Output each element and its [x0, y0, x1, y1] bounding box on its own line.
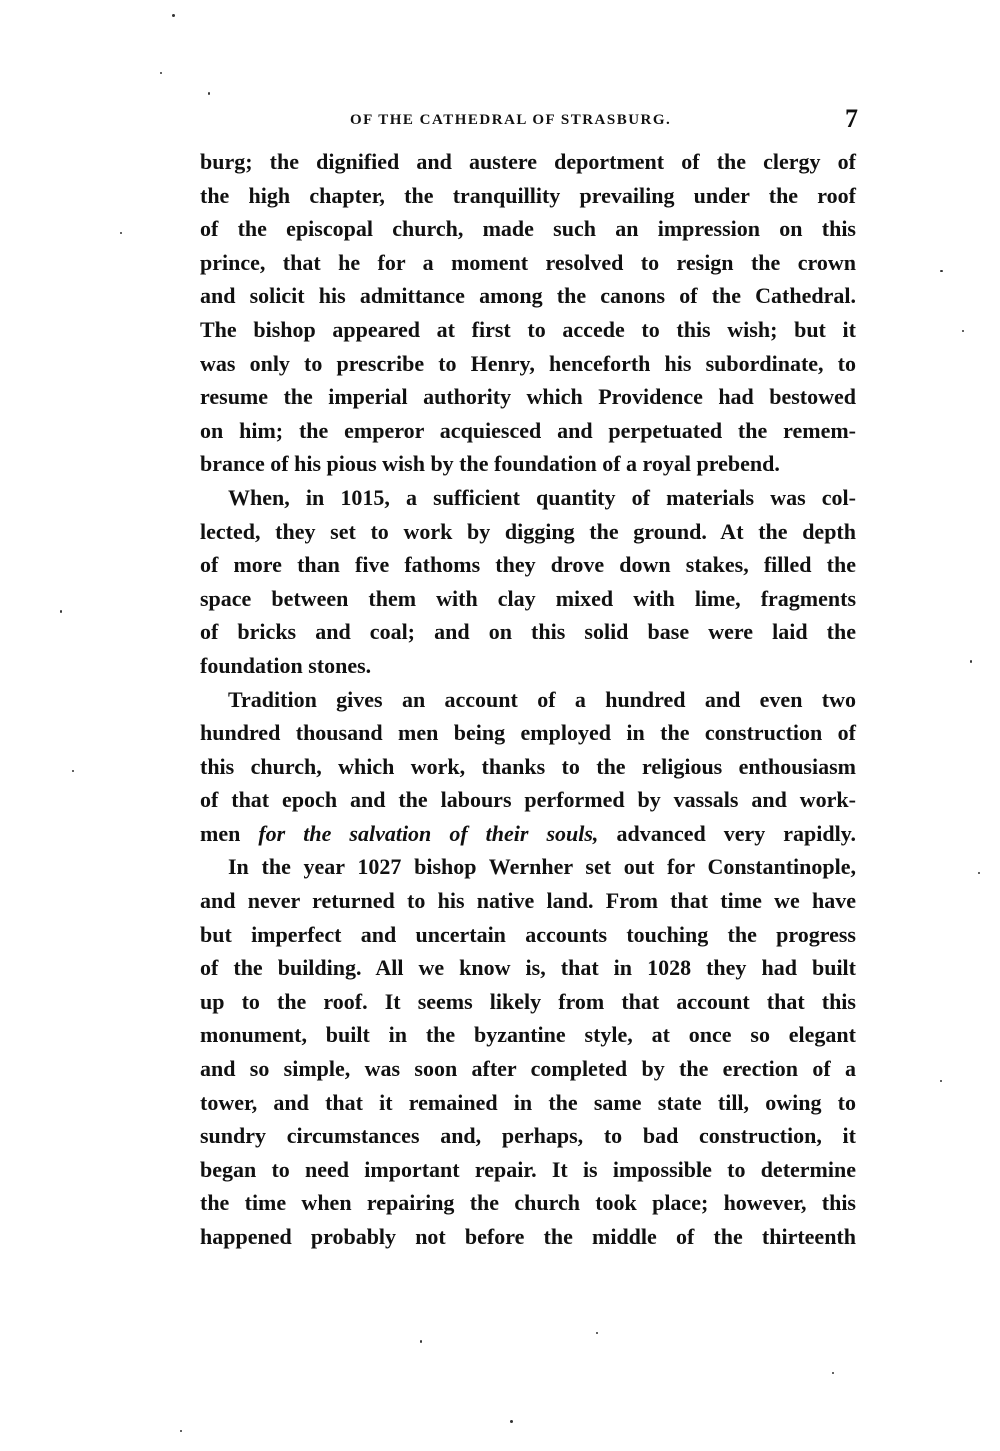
scan-speck — [180, 1430, 182, 1432]
scan-speck — [962, 330, 964, 332]
scan-speck — [940, 1080, 942, 1082]
text-fragment: advanced very rapidly. — [616, 820, 857, 846]
running-title: OF THE CATHEDRAL OF STRASBURG. — [350, 112, 672, 128]
text-line: tower, and that it remained in the same state till, owing to — [200, 1089, 856, 1115]
text-line: and never returned to his native land. From that time we have — [200, 888, 856, 914]
scan-speck — [60, 610, 62, 613]
text-line: monument, built in the byzantine style, at once so elegant — [200, 1022, 856, 1048]
text-line: The bishop appeared at first to accede to this wish; but it — [200, 316, 856, 342]
text-line: Tradition gives an account of a hundred and even two — [228, 686, 856, 712]
scan-speck — [596, 1332, 598, 1334]
scan-speck — [510, 1420, 513, 1423]
text-line: and solicit his admittance among the canons of the Cathedral. — [200, 283, 856, 309]
text-line: brance of his pious wish by the foundation of a royal prebend. — [200, 451, 780, 477]
scan-speck — [940, 270, 943, 272]
text-line: began to need important repair. It is impossible to determine — [200, 1156, 856, 1182]
text-line: of bricks and coal; and on this solid base were laid the — [200, 619, 856, 645]
text-line: of the building. All we know is, that in 1028 they had built — [200, 955, 856, 981]
italic-phrase: for the salvation of their souls, — [258, 820, 599, 846]
text-line: resume the imperial authority which Providence had bestowed — [200, 384, 856, 410]
text-line: When, in 1015, a sufficient quantity of materials was col- — [228, 484, 856, 510]
scan-speck — [978, 872, 980, 874]
text-line: but imperfect and uncertain accounts touching the progress — [200, 921, 856, 947]
text-line: foundation stones. — [200, 652, 372, 678]
text-line: sundry circumstances and, perhaps, to bad construction, it — [200, 1123, 856, 1149]
text-line: was only to prescribe to Henry, henceforth his subordinate, to — [200, 350, 856, 376]
running-head — [200, 104, 860, 136]
text-line: up to the roof. It seems likely from that account that this — [200, 988, 856, 1014]
scan-speck — [420, 1340, 422, 1343]
text-line: this church, which work, thanks to the religious enthousiasm — [200, 753, 856, 779]
text-line-mixed — [200, 817, 856, 851]
text-line: of that epoch and the labours performed by vassals and work- — [200, 787, 856, 813]
text-line: on him; the emperor acquiesced and perpetuated the remem- — [200, 417, 856, 443]
scan-speck — [160, 72, 162, 74]
page-number: 7 — [845, 104, 858, 133]
scan-speck — [120, 232, 122, 234]
text-line: of more than five fathoms they drove down stakes, filled the — [200, 552, 856, 578]
text-fragment: men — [200, 820, 241, 846]
text-line: of the episcopal church, made such an impression on this — [200, 216, 856, 242]
text-line: and so simple, was soon after completed by the erection of a — [200, 1056, 856, 1082]
scan-speck — [208, 92, 210, 95]
text-line: happened probably not before the middle of the thirteenth — [200, 1224, 856, 1249]
body-text — [200, 145, 856, 1254]
text-line: lected, they set to work by digging the ground. At the depth — [200, 518, 856, 544]
text-line: In the year 1027 bishop Wernher set out for Constantinople, — [228, 854, 856, 880]
text-line: the time when repairing the church took place; however, this — [200, 1190, 856, 1216]
text-line: the high chapter, the tranquillity prevailing under the roof — [200, 182, 856, 208]
text-line: burg; the dignified and austere deportment of the clergy of — [200, 149, 856, 174]
text-line: hundred thousand men being employed in the construction of — [200, 720, 856, 746]
text-line: space between them with clay mixed with lime, fragments — [200, 585, 856, 611]
scan-speck — [72, 770, 74, 772]
scan-speck — [832, 1372, 834, 1374]
scan-speck — [970, 660, 972, 663]
scan-speck — [172, 14, 175, 17]
text-line: prince, that he for a moment resolved to resign the crown — [200, 249, 856, 275]
